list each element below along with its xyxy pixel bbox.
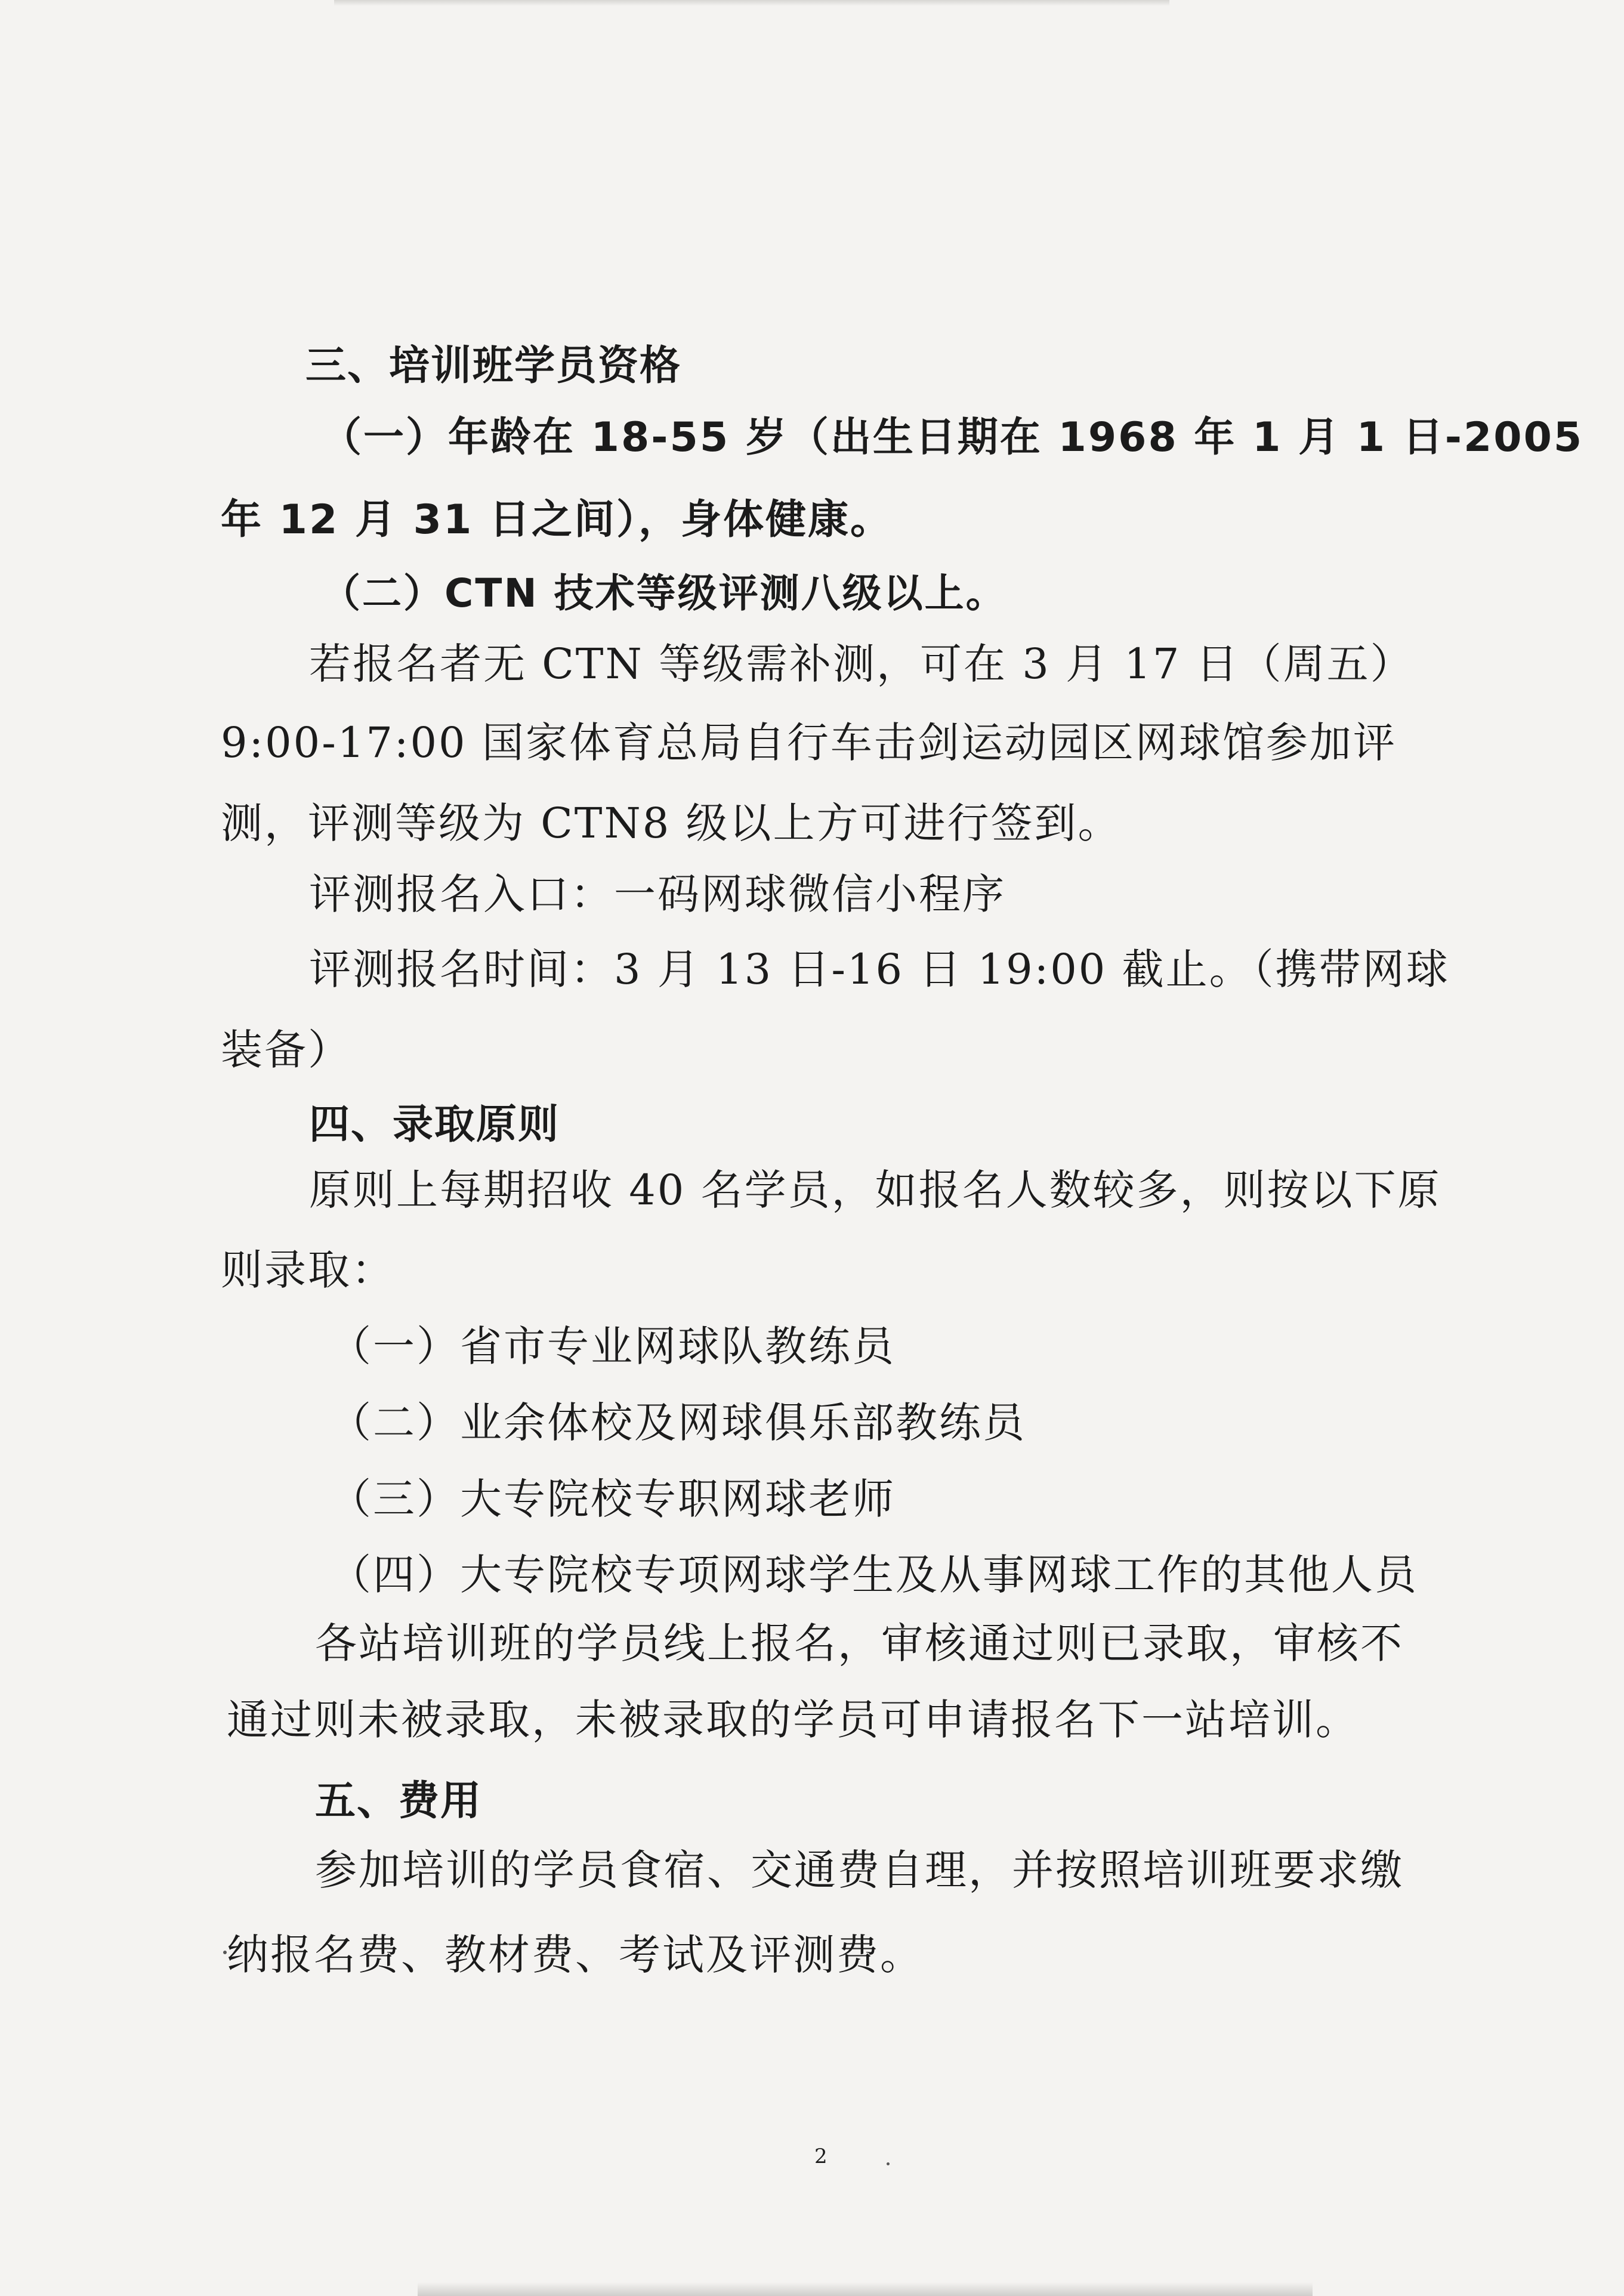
line-fees-list: 纳报名费、教材费、考试及评测费。 <box>227 1930 924 1979</box>
line-fees-self: 参加培训的学员食宿、交通费自理，并按照培训班要求缴 <box>315 1846 1404 1895</box>
line-retest-venue: 9:00-17:00 国家体育总局自行车击剑运动园区网球馆参加评 <box>221 718 1397 767</box>
line-review-result: 通过则未被录取，未被录取的学员可申请报名下一站培训。 <box>227 1695 1359 1744</box>
line-retest-note: 若报名者无 CTN 等级需补测，可在 3 月 17 日（周五） <box>309 639 1414 688</box>
line-equipment: 装备） <box>221 1025 351 1074</box>
heading-section-4: 四、录取原则 <box>309 1101 560 1148</box>
list-item-1: （一）省市专业网球队教练员 <box>329 1322 896 1371</box>
line-age-requirement: （一）年龄在 18-55 岁（出生日期在 1968 年 1 月 1 日-2005 <box>321 414 1584 461</box>
scan-speck <box>887 2162 890 2165</box>
list-item-3: （三）大专院校专职网球老师 <box>329 1475 896 1524</box>
line-signup-time: 评测报名时间：3 月 13 日-16 日 19:00 截止。（携带网球 <box>309 945 1450 994</box>
heading-section-3: 三、培训班学员资格 <box>305 342 682 390</box>
line-admission-quota: 原则上每期招收 40 名学员，如报名人数较多，则按以下原 <box>309 1166 1441 1215</box>
line-online-review: 各站培训班的学员线上报名，审核通过则已录取，审核不 <box>315 1619 1404 1668</box>
list-item-4: （四）大专院校专项网球学生及从事网球工作的其他人员 <box>329 1550 1418 1599</box>
line-ctn-level: （二）CTN 技术等级评测八级以上。 <box>321 570 1007 616</box>
line-birth-range: 年 12 月 31 日之间），身体健康。 <box>221 496 893 543</box>
heading-section-5: 五、费用 <box>315 1778 483 1825</box>
page-number: 2 <box>814 2144 828 2168</box>
line-admission-rule: 则录取： <box>221 1246 395 1294</box>
scan-edge-bottom <box>418 2282 1313 2296</box>
line-signup-entry: 评测报名入口：一码网球微信小程序 <box>309 870 1006 919</box>
scan-edge-top <box>334 0 1169 6</box>
line-retest-result: 测，评测等级为 CTN8 级以上方可进行签到。 <box>221 799 1122 848</box>
list-item-2: （二）业余体校及网球俱乐部教练员 <box>329 1398 1026 1447</box>
scan-speck <box>223 1951 227 1954</box>
